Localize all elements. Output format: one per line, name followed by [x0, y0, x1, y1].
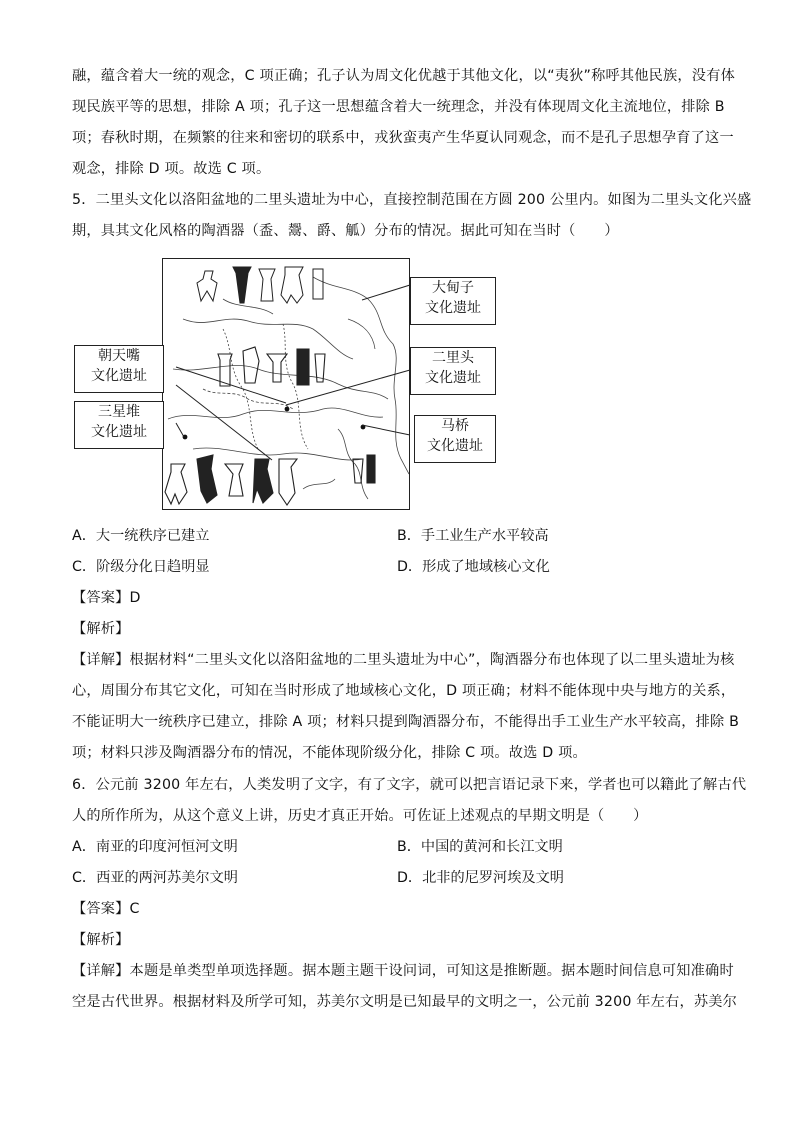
- q6-option-d: D．北非的尼罗河埃及文明: [397, 870, 564, 886]
- paragraph-line: 现民族平等的思想，排除 A 项；孔子这一思想蕴含着大一统理念，并没有体现周文化主流地位，排除 B: [72, 99, 725, 115]
- q5-analysis-title: 【解析】: [72, 621, 130, 637]
- callout-label: 三星堆: [98, 404, 140, 420]
- paragraph-line: 观念，排除 D 项。故选 C 项。: [72, 161, 271, 177]
- q6-detail-line: 空是古代世界。根据材料及所学可知，苏美尔文明是已知最早的文明之一，公元前 3200 年左右，苏美尔: [72, 994, 737, 1010]
- callout-label: 二里头: [432, 350, 474, 366]
- callout-label: 文化遗址: [91, 424, 147, 440]
- callout-dadianzi: [410, 277, 496, 325]
- callout-label: 朝天嘴: [98, 348, 140, 364]
- q6-answer: 【答案】C: [72, 901, 140, 917]
- q6-detail-line: 【详解】本题是单类型单项选择题。据本题主题干设问词，可知这是推断题。据本题时间信息可知准确时: [72, 963, 734, 979]
- callout-erlitou: [410, 347, 496, 395]
- question-5-stem: 期，具其文化风格的陶酒器（盉、鬶、爵、觚）分布的情况。据此可知在当时（ ）: [72, 223, 619, 239]
- callout-label: 文化遗址: [425, 370, 481, 386]
- q5-answer: 【答案】D: [72, 590, 141, 606]
- callout-maqiao: [414, 415, 496, 463]
- callout-label: 文化遗址: [427, 438, 483, 454]
- callout-label: 大甸子: [432, 280, 474, 296]
- q5-option-d: D．形成了地域核心文化: [397, 559, 550, 575]
- paragraph-line: 融，蕴含着大一统的观念，C 项正确；孔子认为周文化优越于其他文化，以“夷狄”称呼其他民族，没有体: [72, 68, 735, 84]
- q5-option-c: C．阶级分化日趋明显: [72, 559, 210, 575]
- q5-option-b: B．手工业生产水平较高: [397, 528, 549, 544]
- q5-detail-line: 不能证明大一统秩序已建立，排除 A 项；材料只提到陶酒器分布，不能得出手工业生产水平较高，排除 B: [72, 714, 740, 730]
- callout-label: 马桥: [441, 418, 469, 434]
- question-6-stem: 人的所作所为，从这个意义上讲，历史才真正开始。可佐证上述观点的早期文明是（ ）: [72, 808, 648, 824]
- question-6-stem: 6．公元前 3200 年左右，人类发明了文字，有了文字，就可以把言语记录下来，学者也可以籍此了解古代: [72, 777, 747, 793]
- q5-detail-line: 项；材料只涉及陶酒器分布的情况，不能体现阶级分化，排除 C 项。故选 D 项。: [72, 745, 587, 761]
- q6-analysis-title: 【解析】: [72, 932, 130, 948]
- q6-option-b: B．中国的黄河和长江文明: [397, 839, 563, 855]
- q6-option-c: C．西亚的两河苏美尔文明: [72, 870, 238, 886]
- q5-option-a: A．大一统秩序已建立: [72, 528, 210, 544]
- paragraph-line: 项；春秋时期，在频繁的往来和密切的联系中，戎狄蛮夷产生华夏认同观念，而不是孔子思想孕育了这一: [72, 130, 734, 146]
- callout-label: 文化遗址: [425, 300, 481, 316]
- question-5-stem: 5．二里头文化以洛阳盆地的二里头遗址为中心，直接控制范围在方圆 200 公里内。如图为二里头文化兴盛: [72, 192, 752, 208]
- q5-detail-line: 【详解】根据材料“二里头文化以洛阳盆地的二里头遗址为中心”，陶酒器分布也体现了以二里头遗址为核: [72, 652, 735, 668]
- callout-label: 文化遗址: [91, 368, 147, 384]
- callout-sanxingdui: [74, 401, 164, 449]
- q5-detail-line: 心，周围分布其它文化，可知在当时形成了地域核心文化，D 项正确；材料不能体现中央与地方的关系，: [72, 683, 736, 699]
- callout-chaotianzui: [74, 345, 164, 393]
- q6-option-a: A．南亚的印度河恒河文明: [72, 839, 238, 855]
- pottery-distribution-map-figure: [72, 255, 502, 511]
